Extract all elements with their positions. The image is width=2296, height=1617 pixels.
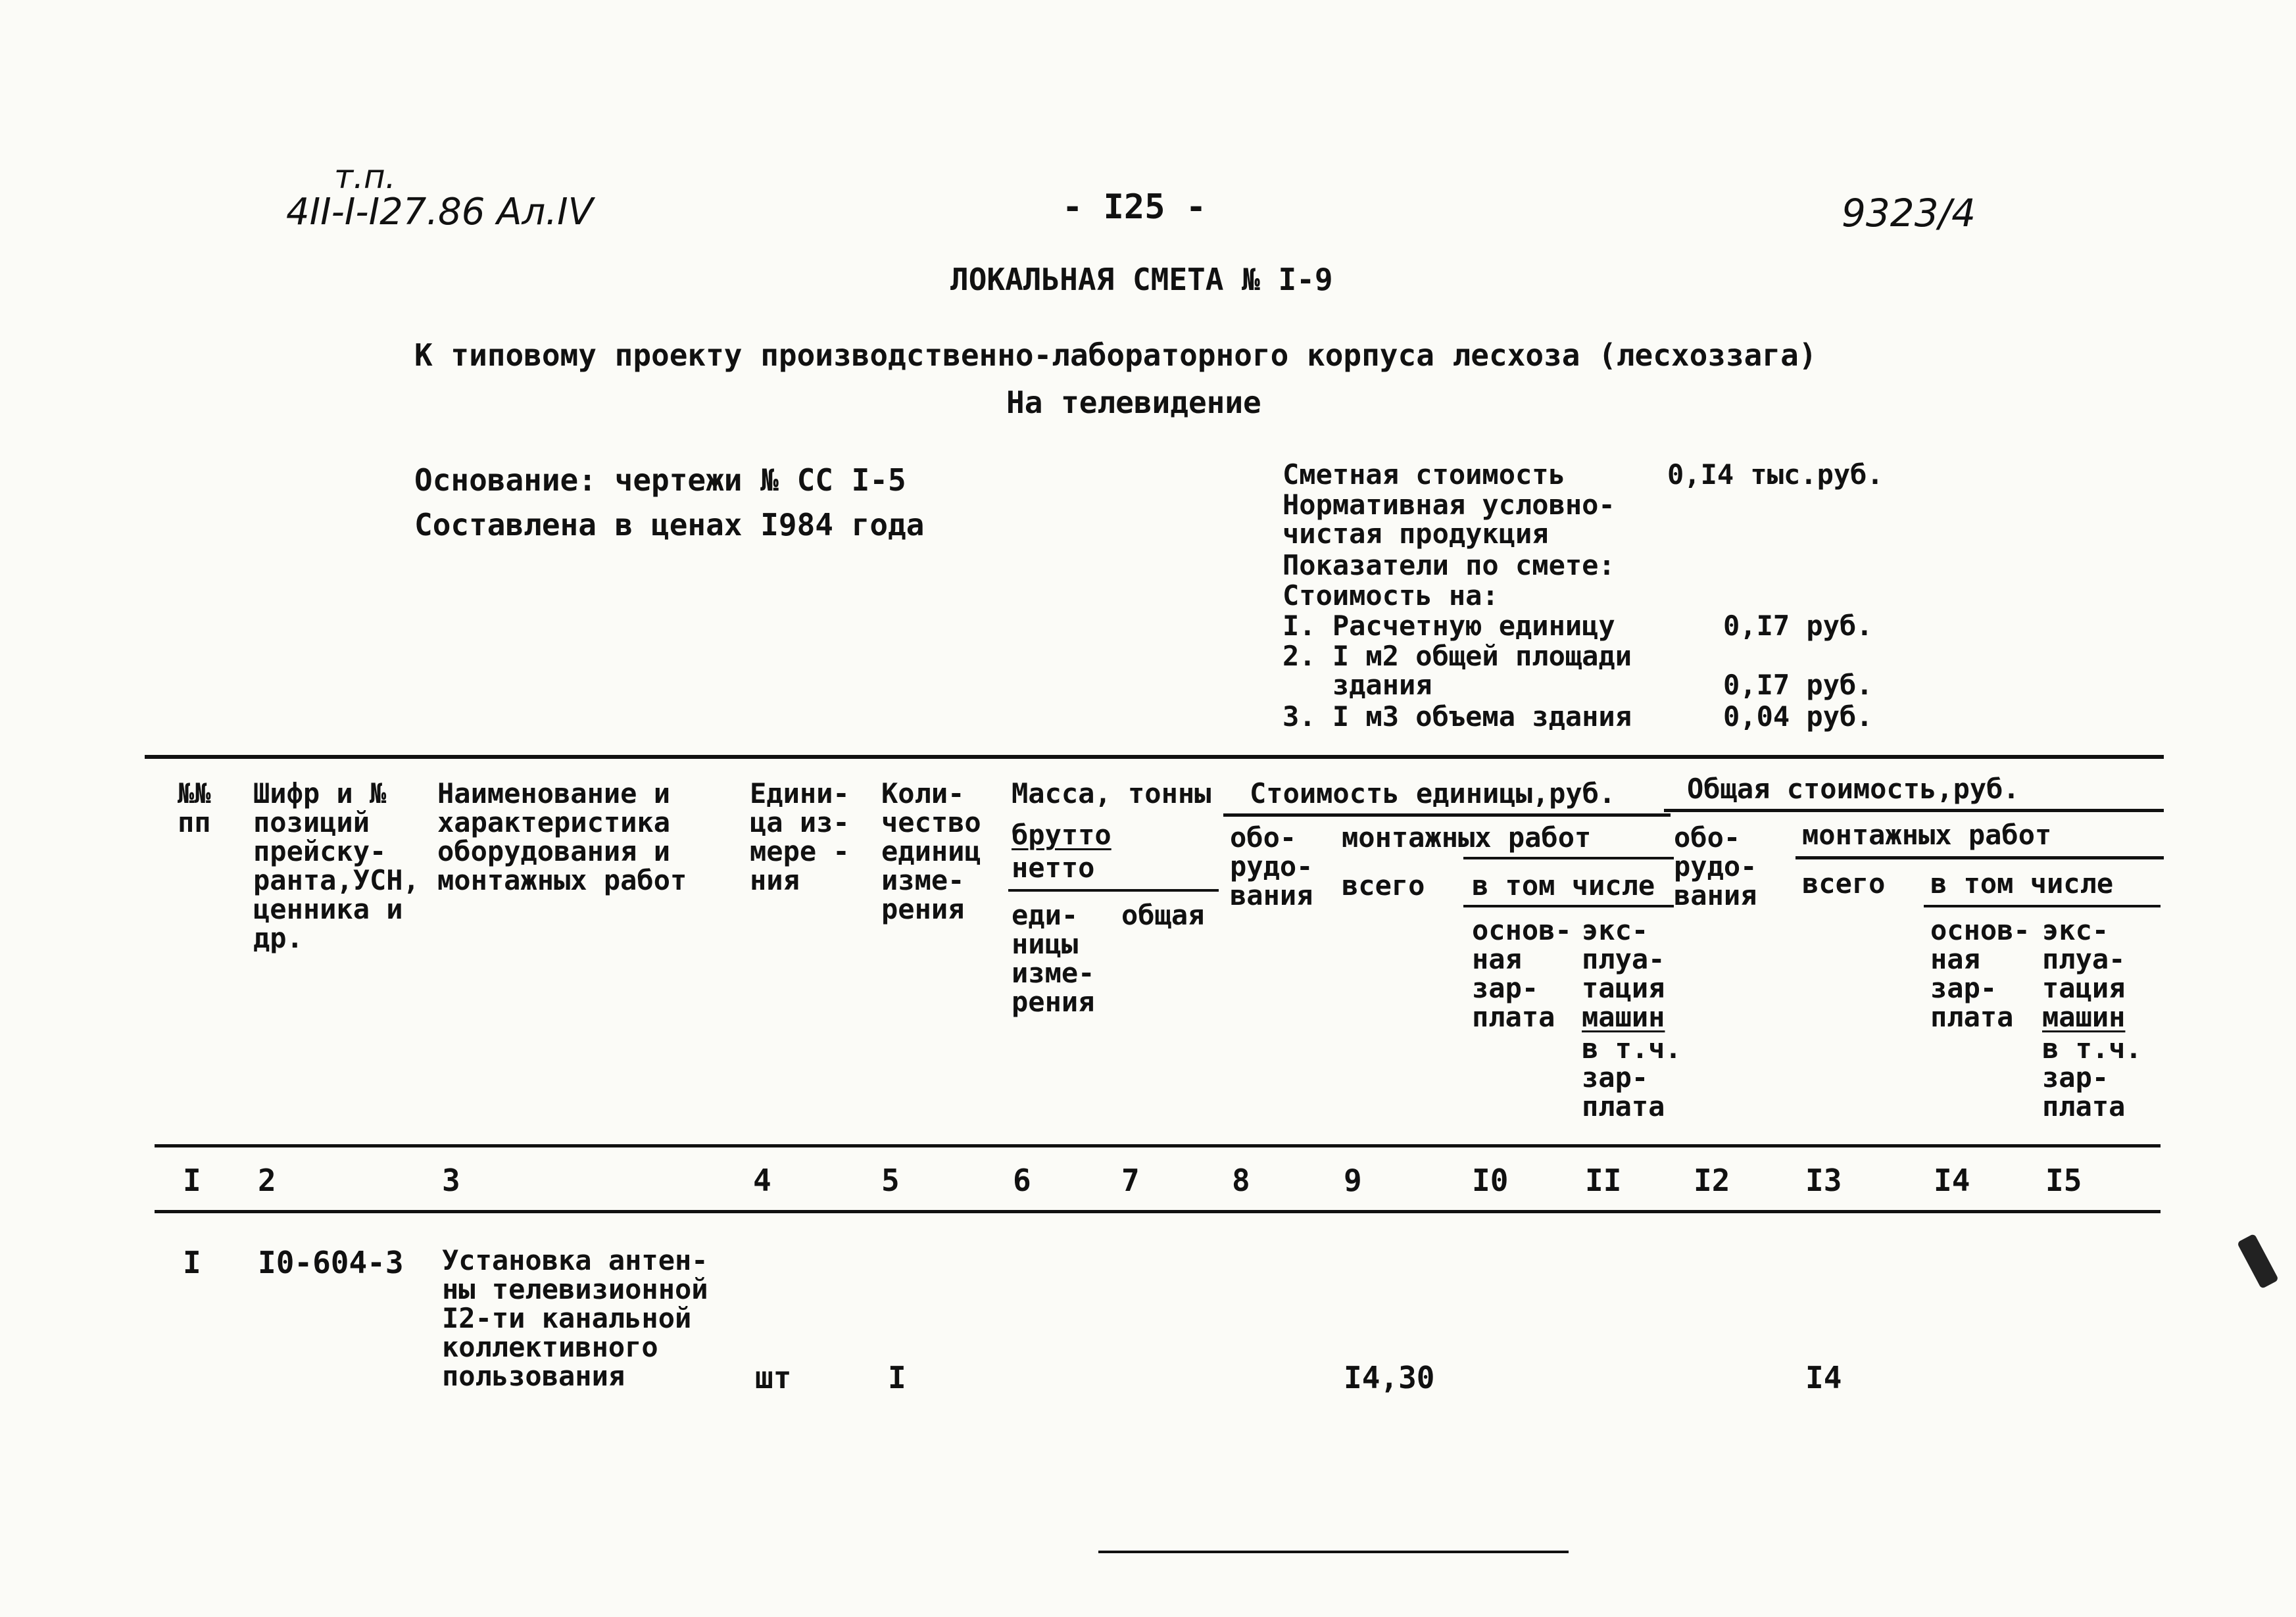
summary-normative-label: Нормативная условно- чистая продукция bbox=[1282, 489, 1615, 550]
header-col3: Наименование и характеристика оборудования и монтажных работ bbox=[437, 777, 687, 896]
row1-code: I0-604-3 bbox=[258, 1245, 404, 1280]
summary-item1-value: 0,I7 руб. bbox=[1723, 610, 1873, 642]
header-equip2: обо- рудо- вания bbox=[1674, 821, 1757, 911]
header-col5: Коли- чество единиц изме- рения bbox=[881, 777, 981, 925]
header-machines2-sub: в т.ч. зар- плата bbox=[2042, 1032, 2142, 1122]
colnum-2: 2 bbox=[258, 1163, 276, 1198]
colnum-9: 9 bbox=[1344, 1163, 1362, 1198]
header-equip: обо- рудо- вания bbox=[1230, 821, 1313, 911]
header-netto: нетто bbox=[1012, 852, 1095, 884]
colnum-13: I3 bbox=[1805, 1163, 1842, 1198]
unit-cost-rule bbox=[1223, 813, 1671, 817]
header-base-salary: основ- ная зар- плата bbox=[1472, 914, 1572, 1033]
colnum-7: 7 bbox=[1121, 1163, 1140, 1198]
document-subtitle-2: На телевидение bbox=[1006, 385, 1261, 420]
mount-rule-2 bbox=[1795, 856, 2164, 859]
header-machines-sub: в т.ч. зар- плата bbox=[1582, 1032, 1682, 1122]
header-incl2: в том числе bbox=[1930, 867, 2114, 900]
header-mass-total: общая bbox=[1121, 899, 1205, 931]
header-total-cost: Общая стоимость,руб. bbox=[1687, 773, 2020, 805]
summary-cost-value: 0,I4 тыс.руб. bbox=[1667, 458, 1884, 491]
header-col4: Едини- ца из- мере - ния bbox=[750, 777, 850, 896]
header-mass: Масса, тонны bbox=[1012, 777, 1211, 809]
row1-mount-total-all: I4 bbox=[1805, 1360, 1842, 1395]
header-mount-total: всего bbox=[1342, 869, 1425, 902]
row1-qty: I bbox=[888, 1360, 906, 1395]
mass-rule bbox=[1008, 889, 1219, 892]
incl-rule-1 bbox=[1463, 905, 1674, 907]
row1-unit: шт bbox=[755, 1360, 792, 1395]
summary-item1-label: I. Расчетную единицу bbox=[1282, 610, 1615, 642]
header-incl: в том числе bbox=[1472, 869, 1655, 902]
table-top-rule bbox=[145, 755, 2164, 759]
total-cost-rule bbox=[1664, 809, 2164, 812]
summary-item2-value: 0,I7 руб. bbox=[1723, 669, 1873, 701]
header-machines2: экс- плуа- тация bbox=[2042, 914, 2126, 1004]
tp-code: 4II-I-I27.86 Ал.IV bbox=[286, 191, 593, 233]
table-header-bottom-rule bbox=[155, 1144, 2161, 1147]
summary-cost-label: Сметная стоимость bbox=[1282, 458, 1565, 491]
header-base-salary2: основ- ная зар- плата bbox=[1930, 914, 2030, 1033]
header-mount2: монтажных работ bbox=[1802, 819, 2052, 851]
colnum-6: 6 bbox=[1013, 1163, 1031, 1198]
colnum-15: I5 bbox=[2045, 1163, 2082, 1198]
basis-drawings: Основание: чертежи № СС I-5 bbox=[414, 462, 906, 498]
header-machines: экс- плуа- тация bbox=[1582, 914, 1665, 1004]
bottom-rule bbox=[1098, 1551, 1569, 1553]
header-col2: Шифр и № позиций прейску- ранта,УСН, ценника и др. bbox=[253, 777, 420, 954]
colnum-12: I2 bbox=[1694, 1163, 1730, 1198]
incl-rule-2 bbox=[1924, 905, 2161, 907]
row1-name: Установка антен- ны телевизионной I2-ти канальной коллективного пользования bbox=[442, 1244, 708, 1392]
header-mount-total2: всего bbox=[1802, 867, 1886, 900]
header-machines2-ul: машин bbox=[2042, 1001, 2126, 1033]
summary-cost-on-label: Стоимость на: bbox=[1282, 579, 1499, 612]
document-title: ЛОКАЛЬНАЯ СМЕТА № I-9 bbox=[950, 262, 1333, 297]
colnum-4: 4 bbox=[753, 1163, 771, 1198]
header-machines-ul: машин bbox=[1582, 1001, 1665, 1033]
header-col1: №№ пп bbox=[178, 777, 211, 838]
colnum-5: 5 bbox=[881, 1163, 900, 1198]
scan-mark bbox=[2237, 1234, 2279, 1290]
colnum-8: 8 bbox=[1232, 1163, 1250, 1198]
tp-label: т.п. bbox=[334, 158, 396, 196]
row1-mount-unit-total: I4,30 bbox=[1344, 1360, 1435, 1395]
colnum-14: I4 bbox=[1934, 1163, 1970, 1198]
colnum-3: 3 bbox=[442, 1163, 460, 1198]
summary-item3-value: 0,04 руб. bbox=[1723, 700, 1873, 733]
colnum-10: I0 bbox=[1472, 1163, 1509, 1198]
summary-indicators-label: Показатели по смете: bbox=[1282, 549, 1615, 581]
header-unit-cost: Стоимость единицы,руб. bbox=[1250, 777, 1616, 809]
summary-item2-label: 2. I м2 общей площади здания bbox=[1282, 640, 1632, 701]
colnum-1: I bbox=[183, 1163, 201, 1198]
basis-prices: Составлена в ценах I984 года bbox=[414, 507, 925, 543]
header-brutto: брутто bbox=[1012, 819, 1111, 851]
document-number: 9323/4 bbox=[1842, 191, 1976, 235]
colnum-11: II bbox=[1585, 1163, 1622, 1198]
header-mass-unit: еди- ницы изме- рения bbox=[1012, 899, 1095, 1018]
header-mount: монтажных работ bbox=[1342, 821, 1592, 854]
row1-num: I bbox=[183, 1245, 201, 1280]
page-number: - I25 - bbox=[1062, 187, 1207, 227]
document-subtitle: К типовому проекту производственно-лабораторного корпуса лесхоза (лесхоззага) bbox=[414, 337, 1817, 373]
table-colnum-bottom-rule bbox=[155, 1210, 2161, 1213]
mount-rule-1 bbox=[1463, 857, 1674, 859]
summary-item3-label: 3. I м3 объема здания bbox=[1282, 700, 1632, 733]
